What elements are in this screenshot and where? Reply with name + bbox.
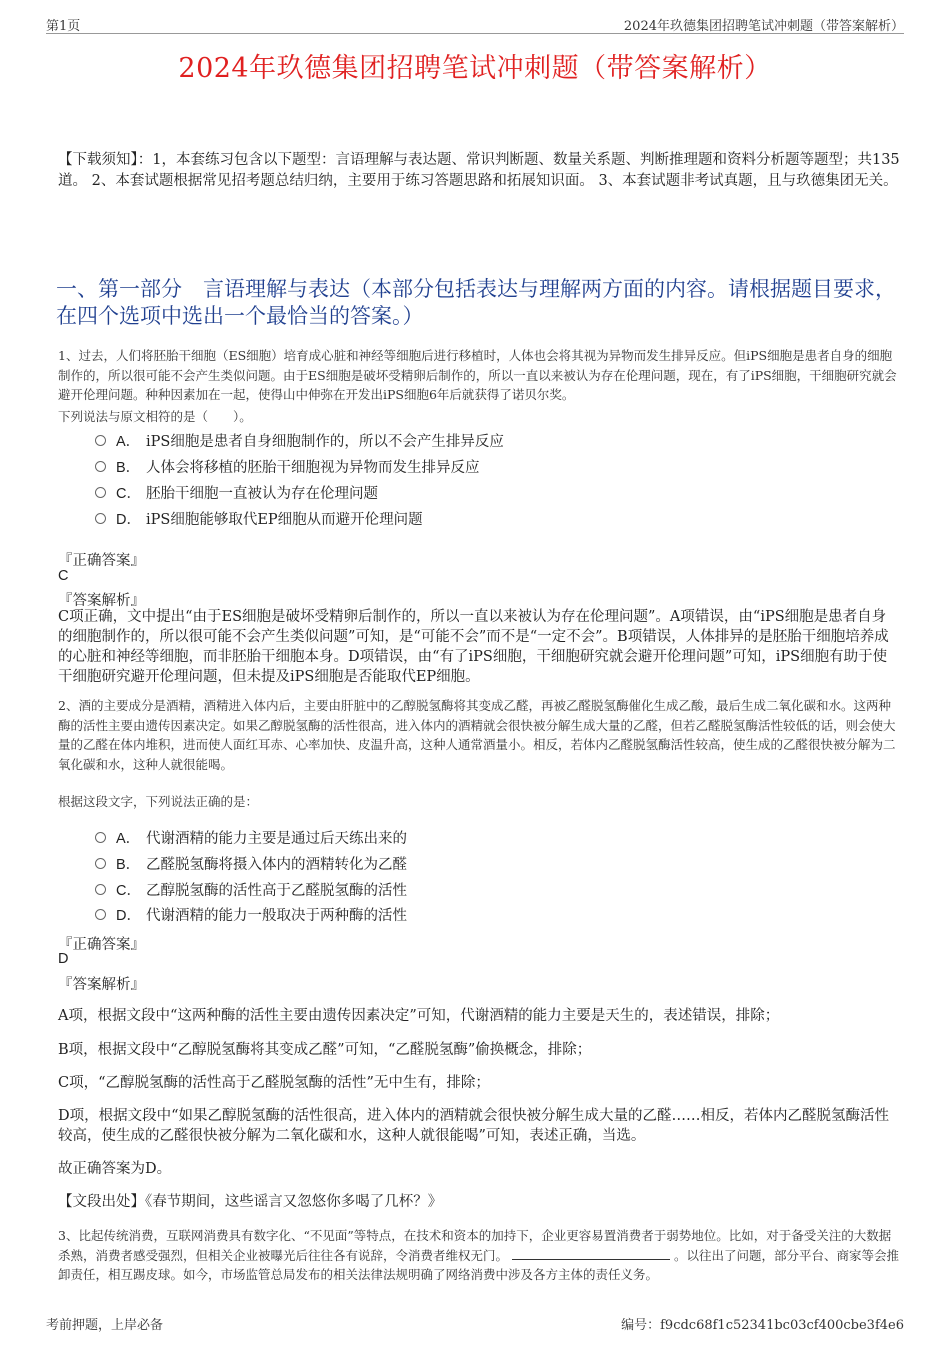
q2-source: 【文段出处】《春节期间，这些谣言又忽悠你多喝了几杯？》 (58, 1194, 443, 1210)
radio-icon[interactable] (95, 858, 106, 869)
q1-analysis: C项正确，文中提出“由于ES细胞是破坏受精卵后制作的，所以一直以来被认为存在伦理问题”。A项错误，由“iPS细胞是患者自身的细胞制作的，所以很可能不会产生类似问题”可知，是“可能不会”而不是“一定不会”。B项错误，人体排异的是胚胎干细胞培养成的心脏和神经等细胞，而非胚胎干细胞本身。D项错误，由“有了iPS细胞，干细胞研究就会避开伦理问题”可知，iPS细胞有助于使干细胞研究避开伦理问题，但未提及iPS细胞是否能取代EP细胞。 (58, 609, 889, 685)
q2-answer: D (58, 951, 69, 967)
option-text: 胚胎干细胞一直被认为存在伦理问题 (146, 486, 378, 502)
q3-stem-before: 3、比起传统消费，互联网消费具有数字化、“不见面”等特点，在技术和资本的加持下，企业更容易置消费者于弱势地位。比如，对于备受关注的大数据杀熟，消费者感受强烈，但相关企业被曝光后往往各有说辞，令消费者维权无门。 (58, 1228, 892, 1263)
question-2-prompt: 根据这段文字，下列说法正确的是： (58, 794, 259, 809)
q2-analysis-d: D项，根据文段中“如果乙醇脱氢酶的活性很高，进入体内的酒精就会很快被分解生成大量的乙醛……相反，若体内乙醛脱氢酶活性较高，使生成的乙醛很快被分解为二氧化碳和水，这种人就很能喝”可知，表述正确，当选。 (58, 1108, 890, 1144)
option-letter: A． (116, 831, 141, 847)
q2-option-c[interactable] (95, 879, 407, 900)
page-number: 第1页 (46, 19, 81, 34)
q1-option-b[interactable] (95, 456, 480, 477)
q1-option-c[interactable] (95, 482, 378, 503)
header-divider (46, 33, 904, 34)
footer-slogan: 考前押题，上岸必备 (46, 1318, 164, 1333)
q1-option-d[interactable] (95, 508, 423, 529)
radio-icon[interactable] (95, 832, 106, 843)
option-letter: D． (116, 908, 141, 924)
radio-icon[interactable] (95, 461, 106, 472)
option-letter: B． (116, 857, 141, 873)
option-text: iPS细胞能够取代EP细胞从而避开伦理问题 (146, 512, 423, 528)
q2-option-a[interactable] (95, 827, 407, 848)
option-letter: C． (116, 883, 141, 899)
q2-analysis-c: C项，“乙醇脱氢酶的活性高于乙醛脱氢酶的活性”无中生有，排除； (58, 1075, 490, 1091)
q1-option-a[interactable] (95, 430, 504, 451)
option-text: 代谢酒精的能力一般取决于两种酶的活性 (146, 908, 407, 924)
q3-stem-after: 。以往出了问题，部分平台、商家等会推卸责任，相互踢皮球。如今，市场监管总局发布的相关法律法规明确了网络消费中涉及各方主体的责任义务。 (58, 1247, 900, 1282)
q1-answer: C (58, 568, 69, 584)
q2-option-d[interactable] (95, 904, 407, 925)
option-text: 乙醛脱氢酶将摄入体内的酒精转化为乙醛 (146, 857, 407, 873)
q2-answer-label: 『正确答案』 (58, 937, 145, 953)
fill-blank[interactable] (512, 1247, 670, 1260)
download-notice: 【下载须知】：1，本套练习包含以下题型：言语理解与表达题、常识判断题、数量关系题、判断推理题和资料分析题等题型；共135道。 2、本套试题根据常见招考题总结归纳，主要用于练习答题思路和拓展知识面。 3、本套试题非考试真题，且与玖德集团无关。 (58, 152, 900, 189)
q1-analysis-label: 『答案解析』 (58, 593, 145, 609)
option-text: 人体会将移植的胚胎干细胞视为异物而发生排异反应 (146, 460, 480, 476)
radio-icon[interactable] (95, 487, 106, 498)
header-doc-title: 2024年玖德集团招聘笔试冲刺题（带答案解析） (623, 19, 904, 34)
radio-icon[interactable] (95, 435, 106, 446)
option-letter: D． (116, 512, 141, 528)
q2-analysis-label: 『答案解析』 (58, 977, 145, 993)
option-letter: B． (116, 460, 141, 476)
radio-icon[interactable] (95, 513, 106, 524)
q2-analysis-a: A项，根据文段中“这两种酶的活性主要由遗传因素决定”可知，代谢酒精的能力主要是天生的，表述错误，排除； (58, 1008, 780, 1024)
option-text: 乙醇脱氢酶的活性高于乙醛脱氢酶的活性 (146, 883, 407, 899)
q2-conclusion: 故正确答案为D。 (58, 1161, 172, 1177)
option-text: 代谢酒精的能力主要是通过后天练出来的 (146, 831, 407, 847)
option-letter: C． (116, 486, 141, 502)
question-2-stem: 2、酒的主要成分是酒精，酒精进入体内后，主要由肝脏中的乙醇脱氢酶将其变成乙醛，再被乙醛脱氢酶催化生成乙酸，最后生成二氧化碳和水。这两种酶的活性主要由遗传因素决定。如果乙醇脱氢酶的活性很高，进入体内的酒精就会很快被分解生成大量的乙醛，但若乙醛脱氢酶活性较低的话，则会使大量的乙醛在体内堆积，进而使人面红耳赤、心率加快、皮温升高，这种人通常酒量小。相反，若体内乙醛脱氢酶活性较高，使生成的乙醛很快被分解为二氧化碳和水，这种人就很能喝。 (58, 698, 896, 772)
q2-analysis-b: B项，根据文段中“乙醇脱氢酶将其变成乙醛”可知，“乙醛脱氢酶”偷换概念，排除； (58, 1042, 592, 1058)
q2-option-b[interactable] (95, 853, 407, 874)
question-1-prompt: 下列说法与原文相符的是（ ）。 (58, 409, 252, 424)
option-letter: A． (116, 434, 141, 450)
q1-answer-label: 『正确答案』 (58, 553, 145, 569)
radio-icon[interactable] (95, 909, 106, 920)
question-1-stem: 1、过去，人们将胚胎干细胞（ES细胞）培育成心脏和神经等细胞后进行移植时，人体也会将其视为异物而发生排异反应。但iPS细胞是患者自身的细胞制作的，所以很可能不会产生类似问题。由于ES细胞是破坏受精卵后制作的，所以一直以来被认为存在伦理问题，现在，有了iPS细胞，干细胞研究就会避开伦理问题。种种因素加在一起，使得山中伸弥在开发出iPS细胞6年后就获得了诺贝尔奖。 (58, 348, 897, 402)
radio-icon[interactable] (95, 884, 106, 895)
question-3-stem (58, 1226, 900, 1285)
section-heading: 一、第一部分 言语理解与表达（本部分包括表达与理解两方面的内容。请根据题目要求，在四个选项中选出一个最恰当的答案。） (56, 277, 896, 328)
footer-doc-id: 编号：f9cdc68f1c52341bc03cf400cbe3f4e6 (621, 1318, 904, 1333)
page-title: 2024年玖德集团招聘笔试冲刺题（带答案解析） (178, 53, 772, 84)
option-text: iPS细胞是患者自身细胞制作的，所以不会产生排异反应 (146, 434, 504, 450)
